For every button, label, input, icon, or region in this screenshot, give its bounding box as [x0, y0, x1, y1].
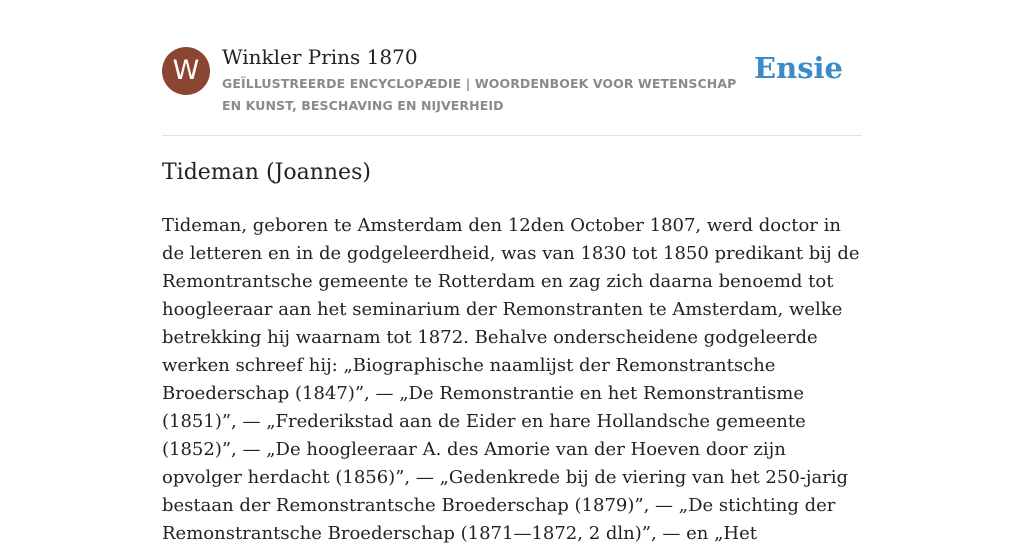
ensie-logo[interactable]: Ensie [754, 51, 843, 85]
publication-title[interactable]: Winkler Prins 1870 [222, 45, 418, 69]
header-divider [162, 135, 862, 136]
publication-subtitle: GEÏLLUSTREERDE ENCYCLOPÆDIE | WOORDENBOEK VOOR WETENSCHAP EN KUNST, BESCHAVING EN NIJVERHEID [222, 76, 737, 113]
avatar[interactable]: W [162, 47, 210, 95]
publication-header [162, 44, 862, 136]
entry-title: Tideman (Joannes) [162, 160, 371, 185]
entry-body: Tideman, geboren te Amsterdam den 12den October 1807, werd doctor in de letteren en in de godgeleerdheid, was van 1830 tot 1850 predikant bij de Remontrantsche gemeente te Rotterdam en zag zich daarna benoemd tot hoogleeraar aan het seminarium der Remonstranten te Amsterdam, welke betrekking hij waarnam tot 1872. Behalve onderscheidene godgeleerde werken schreef hij: „Biographische naamlijst der Remonstrantsche Broederschap (1847)”, — „De Remonstrantie en het Remonstrantisme (1851)”, — „Frederikstad aan de Eider en hare Hollandsche gemeente (1852)”, — „De hoogleeraar A. des Amorie van der Hoeven door zijn opvolger herdacht (1856)”, — „Gedenkrede bij de viering van het 250-jarig bestaan der Remonstrantsche Broederschap (1879)”, — „De stichting der Remonstrantsche Broederschap (1871—1872, 2 dln)”, — en „Het [162, 215, 860, 544]
